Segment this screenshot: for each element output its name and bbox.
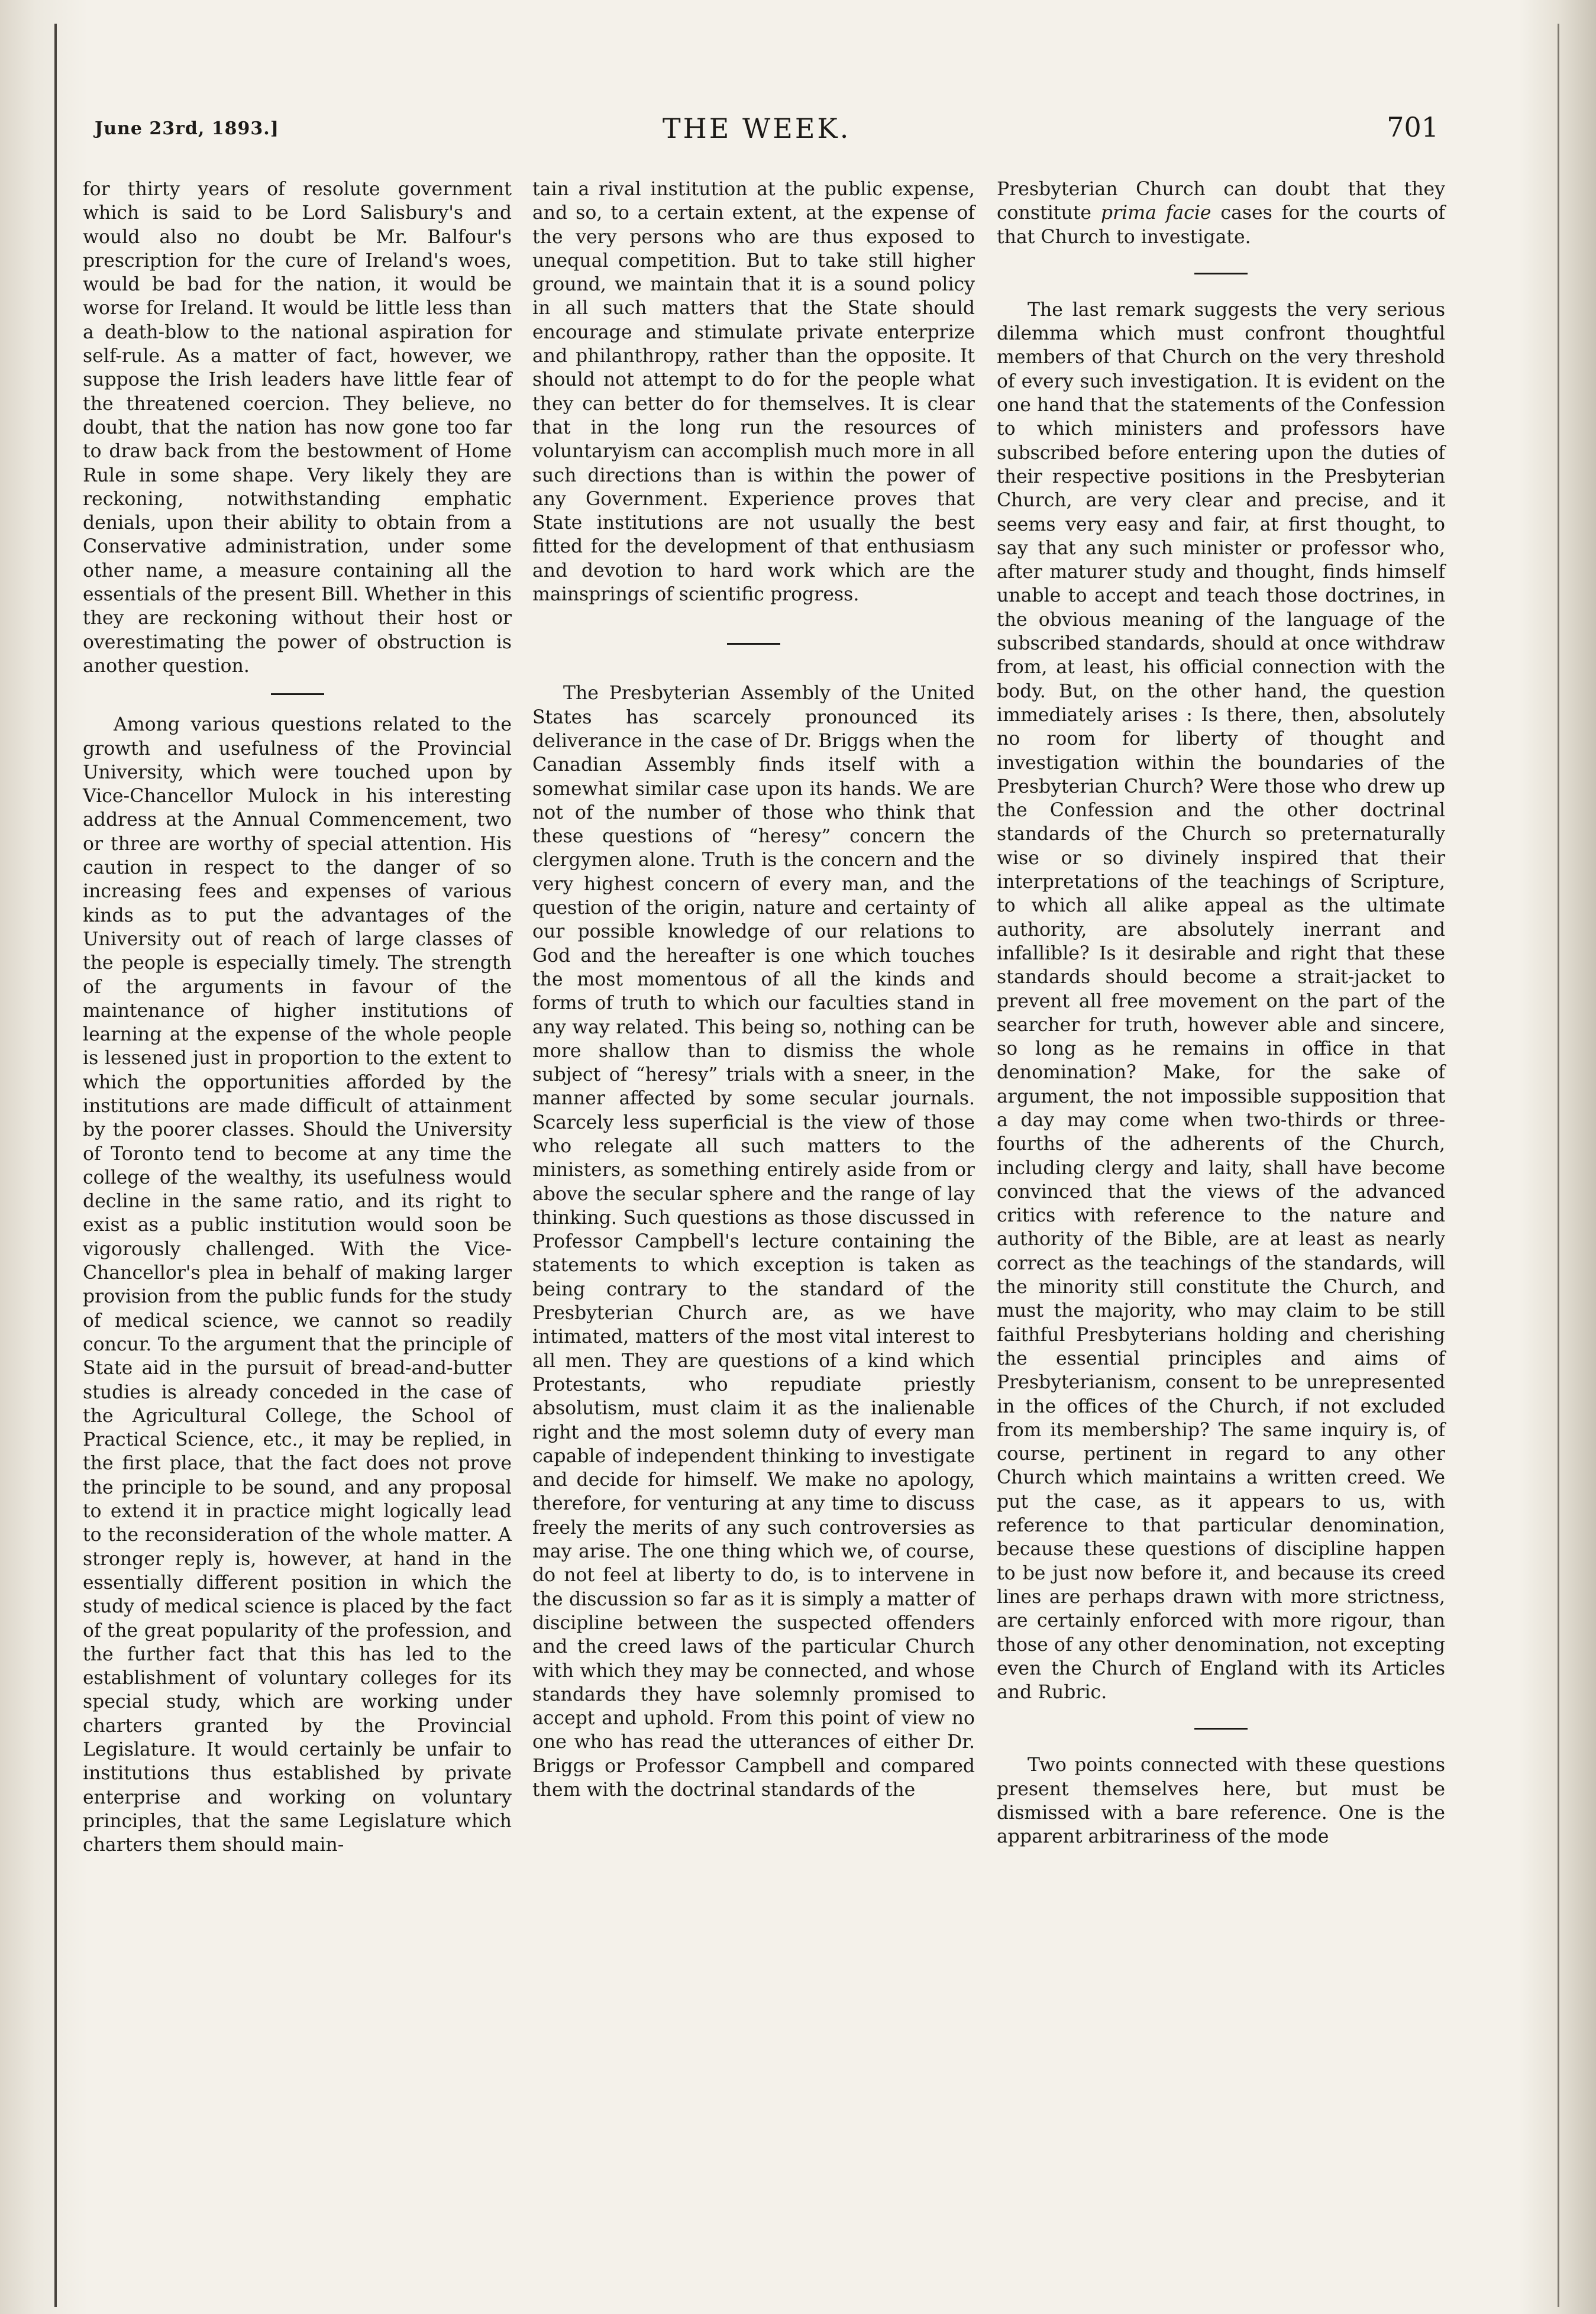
article-paragraph: The last remark suggests the very serious dilemma which must confront thoughtful members of that Church on the very threshold of every such investigation. It is evident on the one hand that the statements of the Confession to which ministers and professors have subscribed before entering upon the duties of their respective positions in the Presbyterian Church, are very clear and precise, and it seems very easy and fair, at first thought, to say that any such minister or professor who, after maturer study and thought, finds himself unable to accept and teach those doctrines, in the obvious meaning of the language of the subscribed standards, should at once withdraw from, at least, his official connection with the body. But, on the other hand, the question immediately arises : Is there, then, absolutely no room for liberty of thought and investigation within the boundaries of the Presbyterian Church? Were those who drew up the Confession and the other doctrinal standards of the Church so preternaturally wise or so divinely inspired that their interpretations of the teachings of Scripture, to which all alike appeal as the ultimate authority, are absolutely inerrant and infallible? Is it desirable and right that these standards should become a strait-jacket to prevent all free movement on the part of the searcher for truth, however able and sincere, so long as he remains in office in that denomination? Make, for the sake of argument, the not impossible supposition that a day may come when two-thirds or three-fourths of the adherents of the Church, including clergy and laity, shall have become convinced that the views of the advanced critics with reference to the nature and authority of the Bible, are at least as nearly correct as the teachings of the standards, will the minority still constitute the Church, and must the majority, who may claim to be still faithful Presbyterians holding and cherishing the essential principles and aims of Presbyterianism, consent to be unrepresented in the offices of the Church, if not excluded from its membership? The same inquiry is, of course, pertinent in regard to any other Church which maintains a written creed. We put the case, as it appears to us, with reference to that particular denomination, because these questions of discipline happen to be just now before it, and because its creed lines are perhaps drawn with more strictness, are certainly enforced with more rigour, than those of any other denomination, not excepting even the Church of England with its Articles and Rubric. — [997, 299, 1445, 1704]
article-paragraph: tain a rival institution at the public expense, and so, to a certain extent, at the expense of the very persons who are thus exposed to unequal competition. But to take still higher ground, we maintain that it is a sound policy in all such matters that the State should encourage and stimulate private enterprize and philanthropy, rather than the opposite. It should not attempt to do for the people what they can better do for themselves. It is clear that in the long run the resources of voluntaryism can accomplish much more in all such directions than is within the power of any Government. Experience proves that State institutions are not usually the best fitted for the development of that enthusiasm and devotion to hard work which are the mainsprings of scientific progress. — [532, 179, 975, 606]
issue-date: June 23rd, 1893.] — [95, 118, 279, 139]
article-paragraph: Two points connected with these questions present themselves here, but must be dismissed with a bare reference. One is the apparent arbitrariness of the mode — [997, 1754, 1445, 1848]
publication-title: THE WEEK. — [663, 112, 851, 144]
paragraph-text: Presbyterian Church can doubt that they constitute — [997, 179, 1445, 224]
article-paragraph: The Presbyterian Assembly of the United States has scarcely pronounced its deliverance in the case of Dr. Briggs when the Canadian Assembly finds itself with a somewhat similar case upon its hands. We are not of the number of those who think that these questions of “heresy” concern the clergymen alone. Truth is the concern and the very highest concern of every man, and the question of the origin, nature and certainty of our possible knowledge of our relations to God and the hereafter is one which touches the most momentous of all the kinds and forms of truth to which our faculties stand in any way related. This being so, nothing can be more shallow than to dismiss the whole subject of “heresy” trials with a sneer, in the manner affected by some secular journals. Scarcely less superficial is the view of those who relegate all such matters to the ministers, as something entirely aside from or above the secular sphere and the range of lay thinking. Such questions as those discussed in Professor Campbell's lecture containing the statements to which exception is taken as being contrary to the standard of the Presbyterian Church are, as we have intimated, matters of the most vital interest to all men. They are questions of a kind which Protestants, who repudiate priestly absolutism, must claim it as the inalienable right and the most solemn duty of every man capable of independent thinking to investigate and decide for himself. We make no apology, therefore, for venturing at any time to discuss freely the merits of any such controversies as may arise. The one thing which we, of course, do not feel at liberty to do, is to intervene in the discussion so far as it is simply a matter of discipline between the suspected offenders and the creed laws of the particular Church with which they may be connected, and whose standards they have solemnly promised to accept and uphold. From this point of view no one who has read the utterances of either Dr. Briggs or Professor Campbell and compared them with the doctrinal standards of the — [532, 683, 975, 1801]
section-separator — [1194, 273, 1248, 274]
article-paragraph: for thirty years of resolute government which is said to be Lord Salisbury's and would also no doubt be Mr. Balfour's prescription for the cure of Ireland's woes, would be bad for the nation, it would be worse for Ireland. It would be little less than a death-blow to the national aspiration for self-rule. As a matter of fact, however, we suppose the Irish leaders have little fear of the threatened coercion. They believe, no doubt, that the nation has now gone too far to draw back from the bestowment of Home Rule in some shape. Very likely they are reckoning, notwithstanding emphatic denials, upon their ability to obtain from a Conservative administration, under some other name, a measure containing all the essentials of the present Bill. Whether in this they are reckoning without their host or overestimating the power of obstruction is another question. — [83, 179, 512, 677]
article-paragraph: Among various questions related to the growth and usefulness of the Provincial University, which were touched upon by Vice-Chancellor Mulock in his interesting address at the Annual Commencement, two or three are worthy of special attention. His caution in respect to the danger of so increasing fees and expenses of various kinds as to put the advantages of the University out of reach of large classes of the people is especially timely. The strength of the arguments in favour of the maintenance of higher institutions of learning at the expense of the whole people is lessened just in proportion to the extent to which the opportunities afforded by the institutions are made difficult of attainment by the poorer classes. Should the University of Toronto tend to become at any time the college of the wealthy, its usefulness would decline in the same ratio, and its right to exist as a public institution would soon be vigorously challenged. With the Vice-Chancellor's plea in behalf of making larger provision from the public funds for the study of medical science, we cannot so readily concur. To the argument that the principle of State aid in the pursuit of bread-and-butter studies is already conceded in the case of the Agricultural College, the School of Practical Science, etc., it may be replied, in the first place, that the fact does not prove the principle to be sound, and any proposal to extend it in practice might logically lead to the reconsideration of the whole matter. A stronger reply is, however, at hand in the essentially different position in which the study of medical science is placed by the fact of the great popularity of the profession, and the further fact that this has led to the establishment of voluntary colleges for its special study, which are working under charters granted by the Provincial Legislature. It would certainly be unfair to institutions thus established by private enterprise and working on voluntary principles, that the same Legislature which charters them should main- — [83, 714, 512, 1856]
section-separator — [1194, 1728, 1248, 1730]
column-1 — [83, 177, 512, 2283]
book-spine-shadow — [54, 24, 57, 2307]
left-page-gutter — [0, 0, 89, 2314]
page-header — [95, 105, 1455, 153]
italic-phrase: prima facie — [1100, 202, 1211, 224]
section-separator — [727, 643, 780, 645]
column-3 — [997, 177, 1445, 2283]
page-number: 701 — [1387, 111, 1439, 143]
article-paragraph — [997, 177, 1445, 249]
page-edge-shadow — [1558, 24, 1559, 2307]
section-separator — [271, 693, 324, 695]
paragraph-text: cases for the courts of that Church to investigate. — [997, 202, 1445, 248]
column-2 — [532, 177, 975, 2283]
